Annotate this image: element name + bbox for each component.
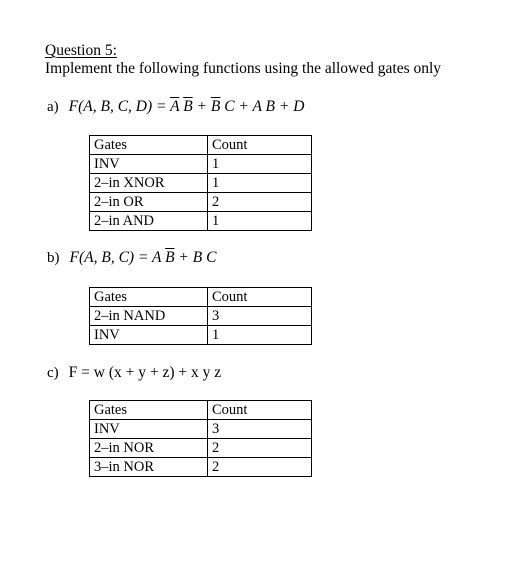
table-row (90, 174, 312, 193)
part-a-equation (47, 98, 304, 116)
gate-cell: 2–in OR (90, 193, 208, 212)
question-instruction: Implement the following functions using the allowed gates only (45, 60, 442, 77)
part-b-term-1: $\overline{B}$ (165, 249, 175, 266)
table-row (90, 193, 312, 212)
table-row (90, 326, 312, 345)
part-a-label: a) (47, 99, 59, 115)
gate-cell: 2–in AND (90, 212, 208, 231)
gate-cell: 2–in NOR (90, 439, 208, 458)
gate-cell: 2–in NAND (90, 307, 208, 326)
count-header: Count (208, 401, 312, 420)
table-header-row (90, 136, 312, 155)
gates-header: Gates (90, 288, 208, 307)
part-b-label: b) (47, 250, 60, 266)
part-b-lhs: F(A, B, C) = (69, 249, 152, 266)
gate-cell: INV (90, 155, 208, 174)
table-row (90, 155, 312, 174)
part-a-lhs: F(A, B, C, D) = (68, 98, 171, 115)
count-cell: 1 (208, 174, 312, 193)
part-c-label: c) (47, 365, 59, 381)
count-cell: 3 (208, 307, 312, 326)
count-cell: 3 (208, 420, 312, 439)
table-row (90, 439, 312, 458)
count-header: Count (208, 288, 312, 307)
count-cell: 1 (208, 155, 312, 174)
part-b-equation (47, 249, 216, 267)
table-row (90, 307, 312, 326)
part-b-term-0: A (152, 249, 166, 266)
count-cell: 2 (208, 439, 312, 458)
gate-cell: INV (90, 420, 208, 439)
part-a-rhs (170, 98, 304, 115)
question-title: Question 5: (45, 42, 117, 59)
count-cell: 2 (208, 193, 312, 212)
count-cell: 1 (208, 212, 312, 231)
part-c-formula: F = w (x + y + z) + x y z (68, 364, 222, 381)
table-row (90, 212, 312, 231)
part-a-term-3: + (192, 98, 211, 115)
part-a-gates-table (89, 135, 312, 231)
gates-header: Gates (90, 136, 208, 155)
part-b-rhs (152, 249, 216, 266)
part-c-equation (47, 364, 221, 382)
count-cell: 2 (208, 458, 312, 477)
part-c-gates-table (89, 400, 312, 477)
gate-cell: 3–in NOR (90, 458, 208, 477)
table-header-row (90, 401, 312, 420)
table-row (90, 458, 312, 477)
part-a-term-0: $\overline{A}$ (170, 98, 180, 115)
part-b-gates-table (89, 287, 312, 345)
part-a-term-4: $\overline{B}$ (210, 98, 221, 115)
gates-header: Gates (90, 401, 208, 420)
gate-cell: INV (90, 326, 208, 345)
count-cell: 1 (208, 326, 312, 345)
table-row (90, 420, 312, 439)
gate-cell: 2–in XNOR (90, 174, 208, 193)
part-b-term-2: + B C (174, 249, 217, 266)
part-a-term-2: $\overline{B}$ (183, 98, 193, 115)
part-a-term-5: C + A B + D (220, 98, 305, 115)
count-header: Count (208, 136, 312, 155)
table-header-row (90, 288, 312, 307)
